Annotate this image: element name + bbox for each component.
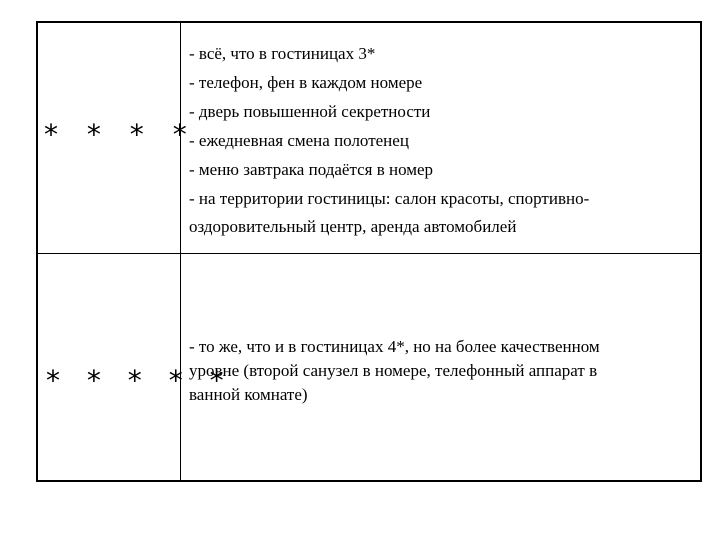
list-item: - меню завтрака подаётся в номер: [189, 160, 434, 179]
description-line: - то же, что и в гостиницах 4*, но на более качественном: [189, 337, 600, 356]
feature-description-five: [189, 335, 694, 407]
table-row-five-star: [38, 254, 700, 480]
hotel-category-table: [36, 21, 702, 482]
description-line: уровне (второй санузел в номере, телефонный аппарат в: [189, 361, 598, 380]
stars-cell-four: [38, 23, 197, 253]
list-item: - дверь повышенной секретности: [189, 102, 431, 121]
list-item: - ежедневная смена полотенец: [189, 131, 409, 150]
table-row-four-star: [38, 23, 700, 254]
stars-cell-five: [38, 254, 233, 480]
star-rating-five: * * * * *: [46, 364, 233, 397]
list-item: оздоровительный центр, аренда автомобилей: [189, 217, 517, 236]
features-cell-five: [181, 254, 700, 480]
list-item: - всё, что в гостиницах 3*: [189, 44, 376, 63]
features-cell-four: [181, 23, 700, 253]
star-rating-four: * * * *: [44, 118, 197, 151]
feature-list-four: [189, 39, 694, 240]
list-item: - на территории гостиницы: салон красоты, спортивно-: [189, 189, 590, 208]
description-line: ванной комнате): [189, 385, 308, 404]
list-item: - телефон, фен в каждом номере: [189, 73, 423, 92]
